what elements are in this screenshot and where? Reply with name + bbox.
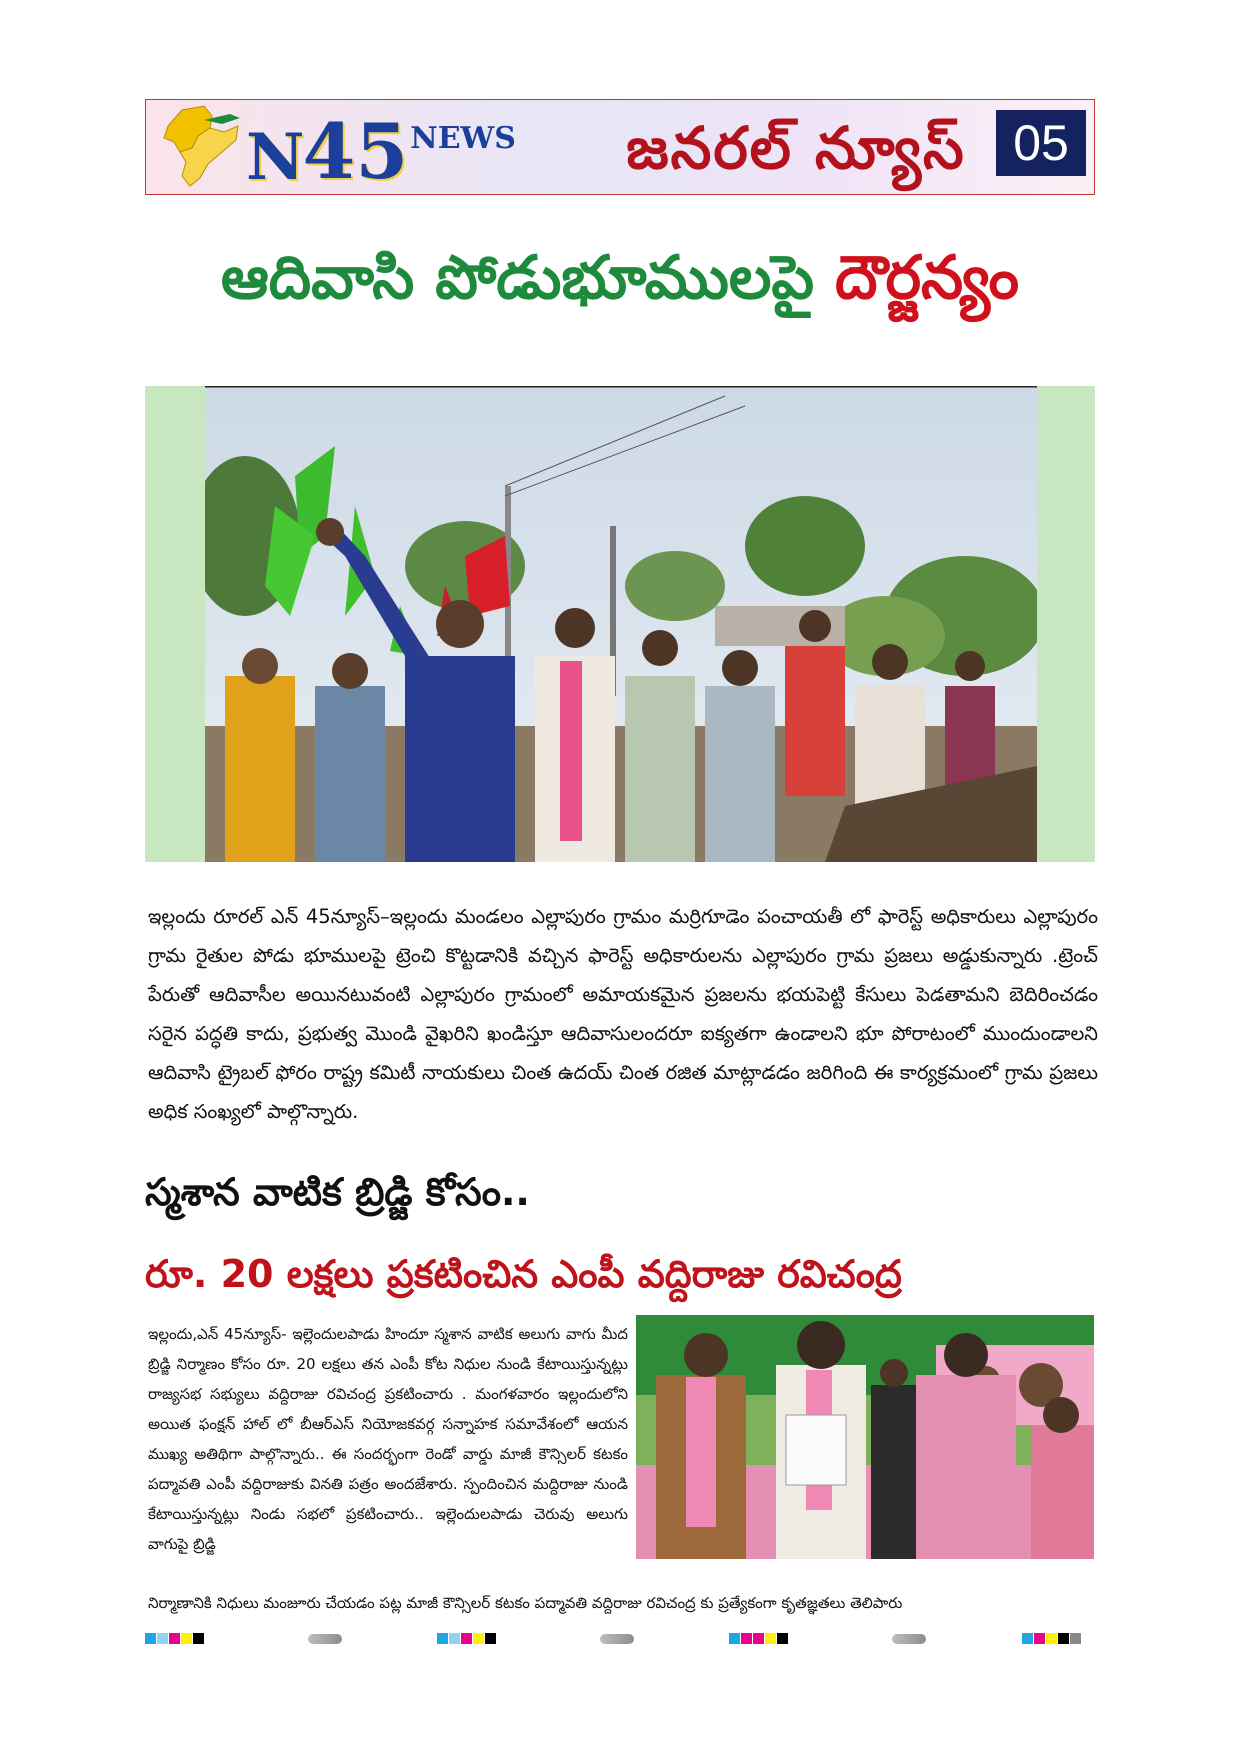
- meeting-photo: [636, 1315, 1094, 1559]
- registration-pill-3: [892, 1634, 926, 1644]
- registration-mark-3: [729, 1633, 788, 1644]
- photo1-frame: [145, 386, 1095, 862]
- headline-mp-announcement: రూ. 20 లక్షలు ప్రకటించిన ఎంపీ వద్దిరాజు రవిచంద్ర: [145, 1252, 902, 1296]
- headline-main-part2: దౌర్జన్యం: [834, 243, 1020, 313]
- article2-tail: నిర్మాణానికి నిధులు మంజూరు చేయడం పట్ల మాజీ కౌన్సిలర్ కటకం పద్మావతి వద్దిరాజు రవిచంద్ర కు ప్రత్యేకంగా కృతజ్ఞతలు తెలిపారు: [148, 1594, 903, 1612]
- registration-mark-4: [1022, 1633, 1081, 1644]
- registration-mark-2: [437, 1633, 496, 1644]
- article1-body: ఇల్లందు రూరల్ ఎన్ 45న్యూస్–ఇల్లందు మండలం ఎల్లాపురం గ్రామం మర్రిగూడెం పంచాయతీ లో ఫారెస్ట్ అధికారులు ఎల్లాపురం గ్రామ రైతుల పోడు భూములపై ట్రెంచి కొట్టడానికి వచ్చిన ఫారెస్ట్ అధికారులను ఎల్లాపురం గ్రామ ప్రజలు అడ్డుకున్నారు .ట్రెంచ్ పేరుతో ఆదివాసీల అయినటువంటి ఎల్లాపురం గ్రామంలో అమాయకమైన ప్రజలను భయపెట్టి కేసులు పెడతామని బెదిరించడం సరైన పద్ధతి కాదు, ప్రభుత్వ మొండి వైఖరిని ఖండిస్తూ ఆదివాసులందరూ ఐక్యతగా ఉండాలని భూ పోరాటంలో ముందుండాలని ఆదివాసి ట్రైబల్ ఫోరం రాష్ట్ర కమిటీ నాయకులు చింత ఉదయ్ చింత రజిత మాట్లాడడం జరిగింది ఈ కార్యక్రమంలో గ్రామ ప్రజలు అధిక సంఖ్యలో పాల్గొన్నారు.: [148, 905, 1098, 1123]
- n45-news-logo: [246, 106, 516, 195]
- section-title: జనరల్ న్యూస్: [626, 114, 966, 182]
- masthead: [145, 99, 1095, 195]
- logo-letter: N: [246, 120, 305, 195]
- page-number: 05: [996, 110, 1086, 176]
- registration-mark-1: [145, 1633, 204, 1644]
- registration-pill-2: [600, 1634, 634, 1644]
- headline-main: [145, 238, 1095, 318]
- andhra-telangana-map-icon: [152, 102, 244, 192]
- logo-word: NEWS: [410, 121, 516, 156]
- headline-main-part1: ఆదివాసి పోడుభూములపై: [220, 243, 835, 313]
- registration-pill-1: [308, 1634, 342, 1644]
- protest-photo: [205, 386, 1037, 862]
- headline-bridge: స్మశాన వాటిక బ్రిడ్జి కోసం..: [145, 1170, 530, 1214]
- article2-body: ఇల్లందు,ఎన్ 45న్యూస్- ఇల్లెందులపాడు హిందూ స్మశాన వాటిక అలుగు వాగు మీద బ్రిడ్జి నిర్మాణం కోసం రూ. 20 లక్షలు తన ఎంపీ కోట నిధుల నుండి కేటాయిస్తున్నట్లు రాజ్యసభ సభ్యులు వద్దిరాజు రవిచంద్ర ప్రకటించారు . మంగళవారం ఇల్లందులోని అయిత ఫంక్షన్ హాల్ లో బీఆర్ఎస్ నియోజకవర్గ సన్నాహక సమావేశంలో ఆయన ముఖ్య అతిథిగా పాల్గొన్నారు.. ఈ సందర్భంగా రెండో వార్డు మాజీ కౌన్సిలర్ కటకం పద్మావతి ఎంపీ వద్దిరాజుకు వినతి పత్రం అందజేశారు. స్పందించిన మద్దిరాజు నుండి కేటాయిస్తున్నట్లు నిండు సభలో ప్రకటించారు.. ఇల్లెందులపాడు చెరువు అలుగు వాగుపై బ్రిడ్జి: [148, 1325, 628, 1553]
- logo-number: 45: [302, 107, 409, 195]
